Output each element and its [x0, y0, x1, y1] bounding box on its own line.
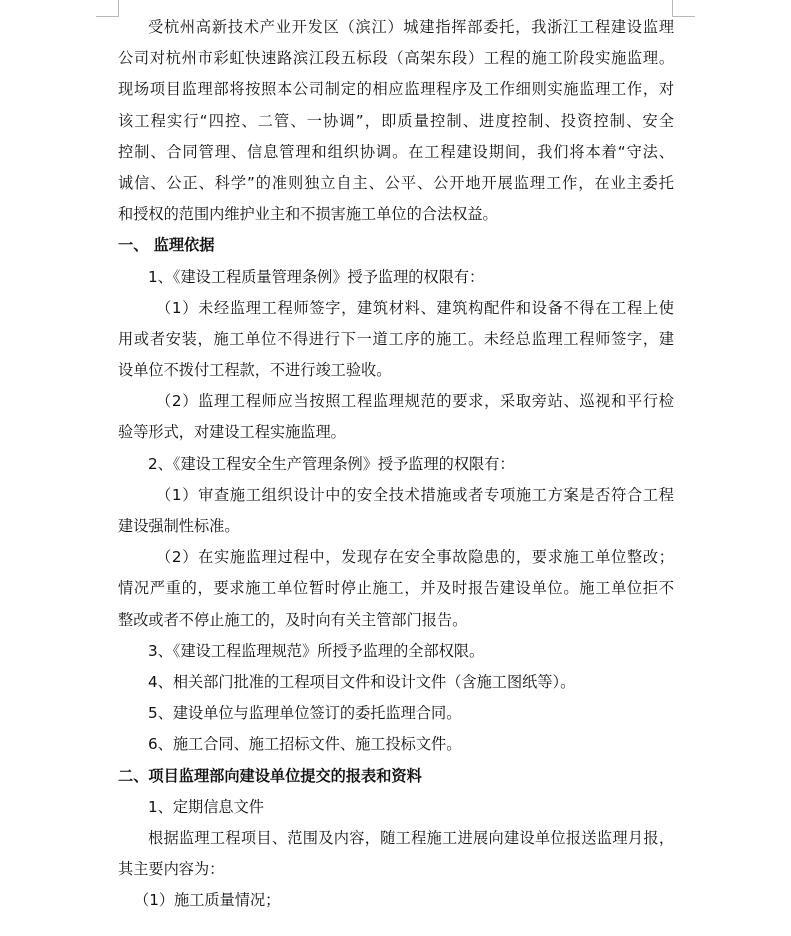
paragraph-line: 其主要内容为： [118, 860, 225, 879]
paragraph-line: 和授权的范围内维护业主和不损害施工单位的合法权益。 [118, 205, 498, 224]
paragraph-line: 5、建设单位与监理单位签订的委托监理合同。 [148, 704, 462, 723]
section-heading: 二、项目监理部向建设单位提交的报表和资料 [118, 766, 422, 785]
paragraph-line: 验等形式，对建设工程实施监理。 [118, 423, 346, 442]
paragraph-line: 2、《建设工程安全生产管理条例》授予监理的权限有： [148, 454, 515, 473]
paragraph-line: 公司对杭州市彩虹快速路滨江段五标段（高架东段）工程的施工阶段实施监理。 [118, 49, 674, 68]
paragraph-line: 控制、合同管理、信息管理和组织协调。在工程建设期间，我们将本着“守法、 [118, 142, 674, 161]
paragraph-line: 3、《建设工程监理规范》所授予监理的全部权限。 [148, 641, 485, 660]
paragraph-line: 现场项目监理部将按照本公司制定的相应监理程序及工作细则实施监理工作，对 [118, 80, 674, 99]
paragraph-line: 诚信、公正、科学”的准则独立自主、公平、公开地开展监理工作，在业主委托 [118, 173, 674, 192]
section-heading: 一、 监理依据 [118, 236, 215, 255]
paragraph-line: 整改或者不停止施工的，及时向有关主管部门报告。 [118, 610, 468, 629]
paragraph-line: 1、定期信息文件 [148, 797, 264, 816]
paragraph-line: （1）施工质量情况； [134, 891, 281, 910]
paragraph-line: （2）监理工程师应当按照工程监理规范的要求，采取旁站、巡视和平行检 [156, 392, 674, 411]
top-right-margin-mark [672, 0, 695, 17]
paragraph-line: 设单位不拨付工程款，不进行竣工验收。 [118, 361, 392, 380]
document-body [118, 12, 674, 916]
paragraph-line: 情况严重的，要求施工单位暂时停止施工，并及时报告建设单位。施工单位拒不 [118, 579, 674, 598]
paragraph-line: 受杭州高新技术产业开发区（滨江）城建指挥部委托，我浙江工程建设监理 [148, 18, 674, 36]
paragraph-line: 6、施工合同、施工招标文件、施工投标文件。 [148, 735, 462, 754]
paragraph-line: 根据监理工程项目、范围及内容，随工程施工进展向建设单位报送监理月报， [148, 828, 674, 847]
paragraph-line: 用或者安装，施工单位不得进行下一道工序的施工。未经总监理工程师签字，建 [118, 329, 674, 348]
paragraph-line: 4、相关部门批准的工程项目文件和设计文件（含施工图纸等）。 [148, 672, 576, 691]
paragraph-line: 1、《建设工程质量管理条例》授予监理的权限有： [148, 267, 485, 286]
top-left-margin-mark [96, 0, 119, 17]
paragraph-line: （2）在实施监理过程中，发现存在安全事故隐患的，要求施工单位整改； [156, 548, 674, 567]
paragraph-line: （1）审查施工组织设计中的安全技术措施或者专项施工方案是否符合工程 [156, 485, 674, 504]
paragraph-line: 该工程实行“四控、二管、一协调”，即质量控制、进度控制、投资控制、安全 [118, 111, 674, 130]
paragraph-line: （1）未经监理工程师签字，建筑材料、建筑构配件和设备不得在工程上使 [156, 298, 674, 317]
paragraph-line: 建设强制性标准。 [118, 517, 240, 535]
